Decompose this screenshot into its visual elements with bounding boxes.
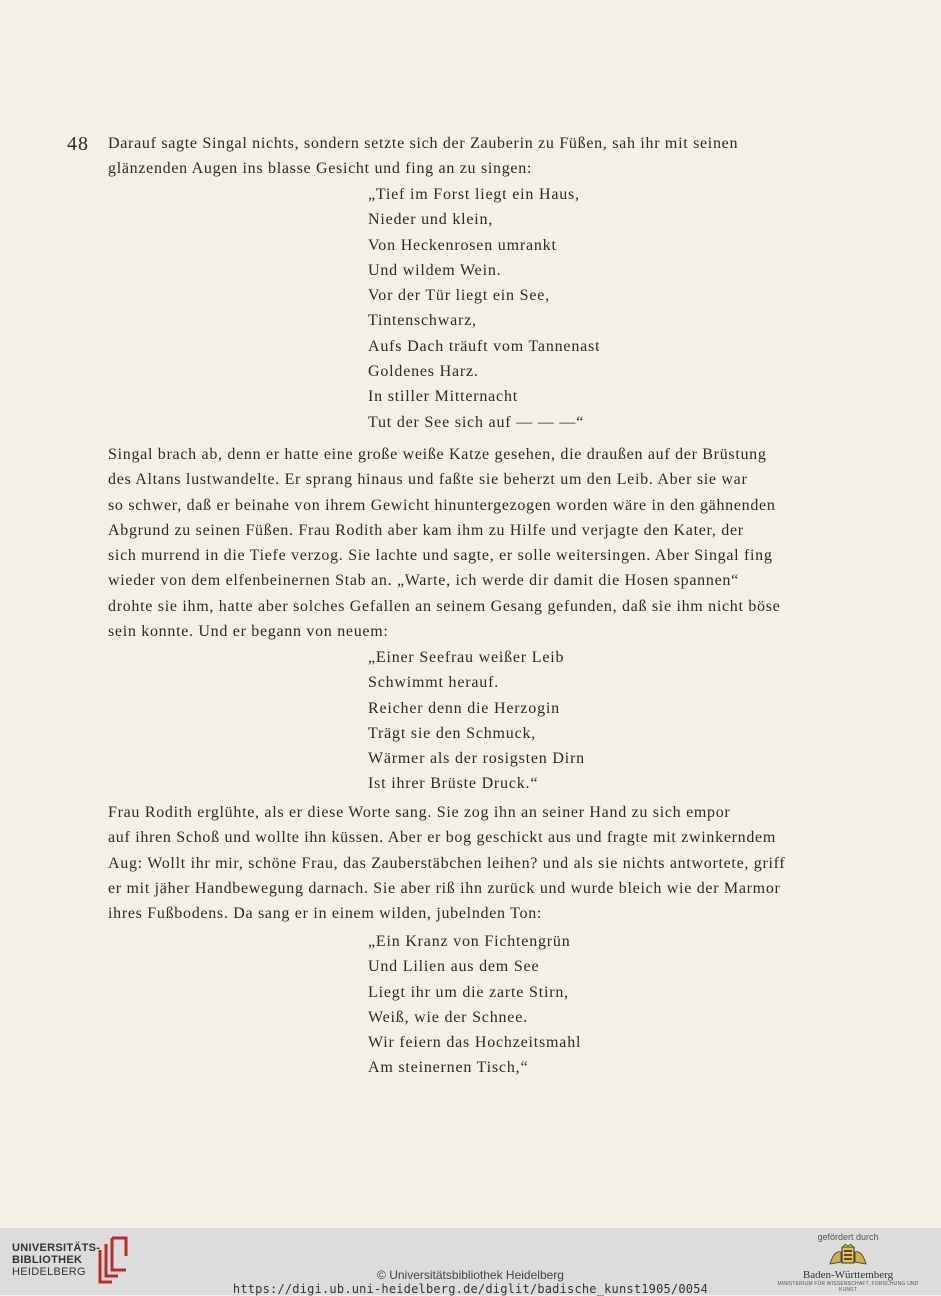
text-line: Singal brach ab, denn er hatte eine große weiße Katze gesehen, die draußen auf der Brüstung <box>108 446 767 463</box>
verse-line: Vor der Tür liegt ein See, <box>368 287 550 305</box>
page-number: 48 <box>67 133 89 155</box>
text-line: des Altans lustwandelte. Er sprang hinaus und faßte sie beherzt um den Leib. Aber sie war <box>108 471 748 489</box>
text-line: sich murrend in die Tiefe verzog. Sie lachte und sagte, er solle weitersingen. Aber Singal fing <box>108 547 773 565</box>
verse-line: Tintenschwarz, <box>368 312 477 330</box>
verse-line: Trägt sie den Schmuck, <box>368 724 537 742</box>
verse-line: Am steinernen Tisch,“ <box>368 1059 529 1077</box>
verse-line: Ist ihrer Brüste Druck.“ <box>368 775 539 793</box>
library-name-line: UNIVERSITÄTS- <box>12 1242 101 1254</box>
text-line: so schwer, daß er beinahe von ihrem Gewicht hinuntergezogen worden wäre in den gähnenden <box>108 496 776 514</box>
funding-block <box>768 1232 928 1293</box>
text-line: auf ihren Schoß und wollte ihn küssen. Aber er bog geschickt aus und fragte mit zwinkerndem <box>108 829 776 847</box>
verse-line: Weiß, wie der Schnee. <box>368 1008 528 1026</box>
ministry-name: MINISTERIUM FÜR WISSENSCHAFT, FORSCHUNG UND KUNST <box>777 1281 919 1293</box>
verse-line: Aufs Dach träuft vom Tannenast <box>368 337 601 355</box>
verse-1 <box>368 182 600 435</box>
text-line: Frau Rodith erglühte, als er diese Worte sang. Sie zog ihn an seiner Hand zu sich empor <box>108 804 731 821</box>
paragraph-3 <box>108 800 880 926</box>
verse-line: Und Lilien aus dem See <box>368 958 540 976</box>
verse-line: „Einer Seefrau weißer Leib <box>368 649 565 666</box>
verse-line: In stiller Mitternacht <box>368 388 519 406</box>
funding-label: gefördert durch <box>817 1232 879 1242</box>
text-line: wieder von dem elfenbeinernen Stab an. „Warte, ich werde dir damit die Hosen spannen“ <box>108 572 739 590</box>
verse-line: Wärmer als der rosigsten Dirn <box>368 750 585 768</box>
text-line: drohte sie ihm, hatte aber solches Gefallen an seinem Gesang gefunden, daß sie ihm nicht böse <box>108 597 781 615</box>
text-line: Abgrund zu seinen Füßen. Frau Rodith aber kam ihm zu Hilfe und verjagte den Kater, der <box>108 521 744 539</box>
paragraph-2 <box>108 442 880 644</box>
permalink-url[interactable]: https://digi.ub.uni-heidelberg.de/diglit/badische_kunst1905/0054 <box>232 1282 709 1296</box>
verse-2 <box>368 645 585 797</box>
verse-line: Und wildem Wein. <box>368 261 502 279</box>
verse-line: Reicher denn die Herzogin <box>368 699 560 717</box>
library-name-line: HEIDELBERG <box>12 1266 86 1278</box>
text-line: sein konnte. Und er begann von neuem: <box>108 623 389 641</box>
verse-line: Von Heckenrosen umrankt <box>368 236 557 254</box>
verse-line: „Tief im Forst liegt ein Haus, <box>368 186 580 203</box>
funder-name: Baden-Württemberg <box>802 1269 894 1281</box>
copyright-notice: © Universitätsbibliothek Heidelberg <box>377 1268 564 1282</box>
library-name-line: BIBLIOTHEK <box>12 1254 83 1266</box>
verse-3 <box>368 929 581 1081</box>
state-crest-icon <box>826 1244 870 1268</box>
verse-line: Liegt ihr um die zarte Stirn, <box>368 983 569 1001</box>
text-line: ihres Fußbodens. Da sang er in einem wilden, jubelnden Ton: <box>108 905 543 923</box>
verse-line: „Ein Kranz von Fichtengrün <box>368 933 571 950</box>
verse-line: Schwimmt herauf. <box>368 674 499 692</box>
verse-line: Tut der See sich auf — — —“ <box>368 413 585 431</box>
text-line: glänzenden Augen ins blasse Gesicht und fing an zu singen: <box>108 160 533 178</box>
text-line: er mit jäher Handbewegung darnach. Sie aber riß ihn zurück und wurde bleich wie der Marmor <box>108 879 781 897</box>
text-line: Aug: Wollt ihr mir, schöne Frau, das Zauberstäbchen leihen? und als sie nichts antwortete, griff <box>108 854 786 872</box>
verse-line: Nieder und klein, <box>368 211 494 229</box>
footer-bar <box>0 1228 941 1295</box>
verse-line: Goldenes Harz. <box>368 363 479 381</box>
verse-line: Wir feiern das Hochzeitsmahl <box>368 1034 582 1052</box>
paragraph-1 <box>108 131 880 182</box>
text-line: Darauf sagte Singal nichts, sondern setzte sich der Zauberin zu Füßen, sah ihr mit seinen <box>108 135 739 152</box>
